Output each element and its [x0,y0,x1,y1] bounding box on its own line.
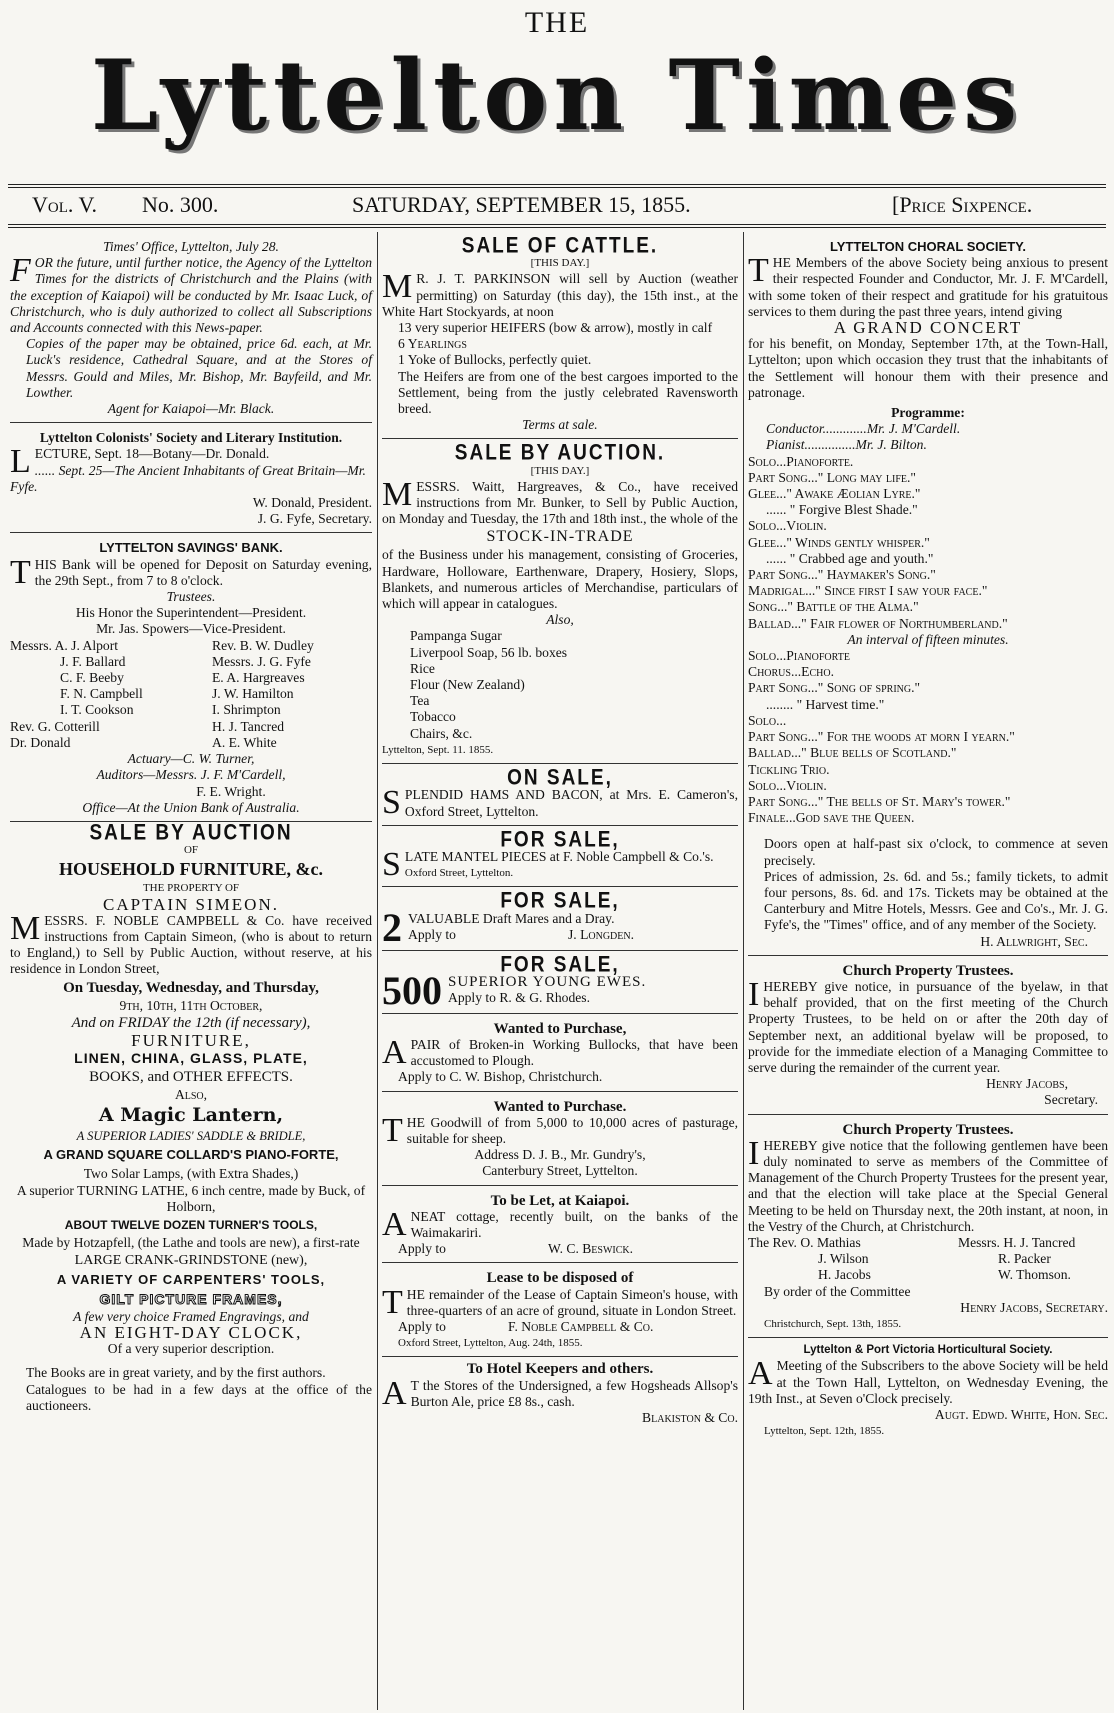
stock-item: Liverpool Soap, 56 lb. boxes [410,644,568,660]
mares-body: VALUABLE Draft Mares and a Dray. [408,910,615,926]
stock-body-2: of the Business under his management, consisting of Groceries, Hardware, Holloware, Earthenware, Drapery, Hosiery, Slops, Blankets, and numerous articles of Merchandise, particulars of which will appear in catalogues. [382,547,738,612]
programme-pianist: Pianist...............Mr. J. Bilton. [766,437,927,453]
horticultural-notice [748,1342,1108,1439]
programme-item: ........ " Harvest time." [766,696,885,712]
church-body: HEREBY give notice, in pursuance of the byelaw, in that behalf provided, that on the first meeting of the Church Property Trustees, to be held on or after the 20th day of September next, an additional byelaw will be proposed, to provide for the immediate election of a Managing Committee to serve during the remainder of the current year. [748,978,1108,1075]
church-date: Christchurch, Sept. 13th, 1855. [764,1318,902,1330]
cattle-item: 13 very superior HEIFERS (bow & arrow), mostly in calf [398,320,713,336]
choral-body-2: for his benefit, on Monday, September 17th, at the Town-Hall, Lyttelton; upon which occasion they trust that the inhabitants of the Settlement will honour them with their presence and patronage. [748,336,1108,400]
masthead-rule [8,184,1106,185]
church-signature: Henry Jacobs, Secretary. [960,1299,1108,1315]
programme-item: Chorus...Echo. [748,664,834,680]
stock-item: Tea [410,693,430,709]
trustee-name: F. N. Campbell [60,686,143,702]
stock-item: Rice [410,660,435,676]
bullocks-body: PAIR of Broken-in Working Bullocks, that have been accustomed to Plough. [410,1036,738,1069]
programme-item: Part Song..." Song of spring." [748,680,921,696]
agency-dateline: Times' Office, Lyttelton, July 28. [103,239,279,254]
choral-doors: Doors open at half-past six o'clock, to commence at seven precisely. [764,836,1108,868]
auction-gilt-frames: GILT PICTURE FRAMES, [99,1290,283,1307]
stock-item: Flour (New Zealand) [410,677,525,693]
ewes-number: 500 [382,967,442,1013]
auction-clock-desc: Of a very superior description. [107,1341,275,1357]
bank-actuary: Actuary—C. W. Turner, [127,751,255,767]
lecture-heading: Lyttelton Colonists' Society and Literary Institution. [39,430,343,446]
auction-engravings: A few very choice Framed Engravings, and [73,1308,309,1324]
auction-piano: A GRAND SQUARE COLLARD'S PIANO-FORTE, [43,1147,339,1163]
mares-apply: Apply to [408,926,456,942]
savings-bank-notice [10,537,372,821]
lease-address: Oxford Street, Lyttelton, Aug. 24th, 1855. [398,1337,583,1350]
trustee-name: Messrs. A. J. Alport [10,637,119,653]
goodwill-body: HE Goodwill of from 5,000 to 10,000 acres of pasturage, suitable for sheep. [406,1114,738,1146]
choral-prices: Prices of admission, 2s. 6d. and 5s.; family tickets, to admit four persons, 8s. 6d. and 17s. Tickets may be obtained at the Canterbury and Mitre Hotels, Messrs. Gee and Co's., Mr. J. G. Fyfe's, the "Times" office, and of any member of the Society. [764,868,1108,933]
choral-body: HE Members of the above Society being anxious to present their respected Founder and Conductor, Mr. J. F. M'Cardell, with some token of their respect and gratitude for his gratuitous services to them during the past three years, intend giving [748,255,1108,319]
bullocks-heading: Wanted to Purchase, [493,1020,627,1037]
hort-body: Meeting of the Subscribers to the above Society will be held at the Town Hall, Lyttelton, on Wednesday Evening, the 19th Inst., at Seven o'Clock precisely. [748,1358,1108,1406]
issue-date: SATURDAY, SEPTEMBER 15, 1855. [352,192,691,217]
stock-sale [382,443,738,764]
bank-office: Office—At the Union Bank of Australia. [82,799,300,815]
bullocks-apply: Apply to C. W. Bishop, Christchurch. [398,1069,603,1085]
auction-saddle: A SUPERIOR LADIES' SADDLE & BRIDLE, [76,1129,306,1144]
church-heading: Church Property Trustees. [842,962,1014,979]
lease-body: HE remainder of the Lease of Captain Simeon's house, with three-quarters of an acre of ground, situate in London Street. [406,1286,738,1318]
programme-conductor: Conductor.............Mr. J. M'Cardell. [766,421,961,437]
auction-books: BOOKS, and OTHER EFFECTS. [89,1068,293,1085]
committee-name: J. Wilson [818,1251,869,1267]
stock-item: Chairs, &c. [410,725,473,741]
bank-auditors: Auditors—Messrs. J. F. M'Cardell, [96,767,286,783]
trustee-name: J. F. Ballard [60,653,126,669]
kaiapoi-contact: W. C. Beswick. [548,1241,634,1257]
hort-date: Lyttelton, Sept. 12th, 1855. [764,1425,885,1438]
stock-heading: SALE BY AUCTION. [454,441,666,466]
bank-president: His Honor the Superintendent—President. [75,605,307,621]
programme-item: Madrigal..." Since first I saw your face." [748,583,988,599]
mares-sale [382,891,738,950]
programme-item: Part Song..." Haymaker's Song." [748,567,936,583]
auction-body: ESSRS. F. NOBLE CAMPBELL & Co. have received instructions from Captain Simeon, (who is about to return to England,) to Sell by Public Auction, without reserve, at his residence in London Street, [10,912,372,977]
trustee-name: C. F. Beeby [60,670,124,686]
programme-item: Solo...Violin. [748,518,827,534]
lecture-notice [10,427,372,533]
church-heading: Church Property Trustees. [842,1121,1014,1138]
trustee-name: Messrs. J. G. Fyfe [212,653,311,669]
drop-cap: F [10,252,31,290]
programme-item: Solo... [748,712,787,728]
programme-item: Part Song..." The bells of St. Mary's tower." [748,793,1011,809]
drop-cap: I [748,1134,760,1172]
ewes-body: SUPERIOR YOUNG EWES. [448,973,647,990]
auction-title: HOUSEHOLD FURNITURE, &c. [58,859,323,880]
masthead-title: Lyttelton Times [90,39,1024,152]
auction-clock: AN EIGHT-DAY CLOCK, [79,1322,303,1342]
lease-apply: Apply to [398,1318,446,1334]
stock-day: [THIS DAY.] [530,464,590,477]
committee-name: The Rev. O. Mathias [748,1234,861,1250]
drop-cap: S [382,784,401,822]
auction-carpenters-tools: A VARIETY OF CARPENTERS' TOOLS, [56,1271,326,1287]
column-2 [382,236,738,1426]
hams-body: PLENDID HAMS AND BACON, at Mrs. E. Cameron's, Oxford Street, Lyttelton. [404,787,738,819]
hotel-notice [382,1361,738,1426]
choral-signature: H. Allwright, Sec. [980,933,1088,949]
ewes-apply: Apply to R. & G. Rhodes. [448,989,590,1005]
trustee-name: E. A. Hargreaves [212,670,305,686]
auction-days: On Tuesday, Wednesday, and Thursday, [63,979,319,996]
price: [Price Sixpence. [892,192,1033,217]
drop-cap: A [382,1033,407,1071]
lease-heading: Lease to be disposed of [486,1270,634,1287]
programme-item: Ballad..." Blue bells of Scotland." [748,745,957,761]
drop-cap: M [10,909,41,947]
programme-item: Solo...Pianoforte [748,648,850,664]
programme-item: Song..." Battle of the Alma." [748,599,919,615]
lecture-signature: J. G. Fyfe, Secretary. [257,511,372,527]
cattle-day: [THIS DAY.] [530,257,590,270]
auction-holtzapfell: Made by Hotzapfell, (the Lathe and tools are new), a first-rate [22,1234,360,1250]
drop-cap: T [382,1111,403,1149]
cattle-sale [382,236,738,439]
mares-number: 2 [382,904,402,950]
drop-cap: S [382,845,401,883]
bullocks-wanted [382,1018,738,1092]
auction-tools: ABOUT TWELVE DOZEN TURNER'S TOOLS, [64,1217,318,1232]
bank-vice: Mr. Jas. Spowers—Vice-President. [96,621,286,637]
programme-item: Finale...God save the Queen. [748,810,915,826]
agency-agent: Agent for Kaiapoi—Mr. Black. [107,401,275,417]
kaiapoi-apply: Apply to [398,1241,446,1257]
cattle-terms: Terms at sale. [522,417,598,433]
bank-trustees-label: Trustees. [166,589,216,605]
cattle-body-2: The Heifers are from one of the best cargoes imported to the Settlement, being from the justly celebrated Ravensworth breed. [398,368,738,417]
dateline [12,192,1102,226]
drop-cap: T [382,1283,403,1321]
ewes-heading: FOR SALE, [500,952,620,978]
cattle-body: R. J. T. PARKINSON will sell by Auction (weather permitting) on Saturday (this day), the 15th inst., at the White Hart Stockyards, at noon [382,271,738,319]
drop-cap: M [382,475,413,513]
masthead-the: THE [524,6,590,39]
trustee-name: Rev. B. W. Dudley [212,637,314,653]
kaiapoi-let [382,1190,738,1264]
column-divider [377,232,378,1710]
auction-dates: 9th, 10th, 11th October, [119,997,263,1013]
committee-name: W. Thomson. [998,1267,1071,1283]
drop-cap: I [748,975,760,1013]
auction-furniture: FURNITURE, [131,1030,251,1050]
programme-item: Solo...Violin. [748,777,827,793]
slate-body: LATE MANTEL PIECES at F. Noble Campbell & Co.'s. [404,848,714,864]
slate-sale [382,830,738,888]
auction-heading: SALE BY AUCTION [89,821,293,846]
church-signature-title: Secretary. [1044,1092,1098,1108]
drop-cap: T [748,252,769,290]
committee-name: Messrs. H. J. Tancred [958,1234,1076,1250]
bank-body: HIS Bank will be opened for Deposit on Saturday evening, the 29th Sept., from 7 to 8 o'clock. [34,556,372,588]
column-3 [748,236,1108,1439]
auction-friday: And on FRIDAY the 12th (if necessary), [71,1014,311,1031]
lease-contact: F. Noble Campbell & Co. [508,1318,654,1334]
cattle-heading: SALE OF CATTLE. [461,234,659,259]
programme-item: Glee..." Winds gently whisper." [748,534,930,550]
programme-interval: An interval of fifteen minutes. [847,631,1009,647]
trustee-name: I. T. Cookson [60,702,134,718]
hotel-body: T the Stores of the Undersigned, a few Hogsheads Allsop's Burton Ale, price £8 8s., cash. [410,1377,738,1409]
stock-body: ESSRS. Waitt, Hargreaves, & Co., have received instructions from Mr. Bunker, to Sell by Public Auction, on Monday and Tuesday, the 17th and 18th inst., the whole of the [382,478,738,527]
church-notice-2 [748,1119,1108,1339]
programme-item: Solo...Pianoforte. [748,453,854,469]
trustee-name: Rev. G. Cotterill [10,718,100,734]
hotel-signature: Blakiston & Co. [642,1409,738,1425]
stock-item: Pampanga Sugar [410,628,502,644]
stock-in-trade: STOCK-IN-TRADE [486,528,634,546]
mares-heading: FOR SALE, [500,889,620,914]
programme-item: Part Song..." Long may life." [748,469,916,485]
church-order: By order of the Committee [764,1283,911,1299]
church-notice-1 [748,960,1108,1115]
cattle-item: 1 Yoke of Bullocks, perfectly quiet. [398,352,592,368]
auction-grindstone: LARGE CRANK-GRINDSTONE (new), [74,1252,308,1268]
cattle-item: 6 Yearlings [398,336,467,352]
agency-body: OR the future, until further notice, the Agency of the Lyttelton Times for the districts of Christchurch and the Plains (with the exception of Kaiapoi) will be conducted by Mr. Isaac Luck, of Christchurch, who is duly authorized to collect all Subscriptions and Accounts connected with this News-paper. [10,255,372,336]
church-body: HEREBY give notice that the following gentlemen have been duly nominated to serve as members of the Committee of Management of the Church Property Trustees for the present year, and that the election will take place at the Special General Meeting to be held on Thursday next, the 20th instant, at noon, in the Vestry of the Church, at Christchurch. [748,1137,1108,1234]
kaiapoi-body: NEAT cottage, recently built, on the banks of the Waimakariri. [410,1208,738,1240]
programme-item: ...... " Forgive Blest Shade." [766,502,918,518]
stock-item: Tobacco [410,709,456,725]
auction-property-of: THE PROPERTY OF [142,882,240,895]
issue-number: No. 300. [142,192,219,217]
trustee-name: I. Shrimpton [212,702,281,718]
hotel-heading: To Hotel Keepers and others. [466,1361,654,1378]
lecture-signature: W. Donald, President. [252,495,372,511]
choral-concert-title: A GRAND CONCERT [833,318,1023,338]
auction-lamps: Two Solar Lamps, (with Extra Shades,) [83,1166,299,1182]
programme-label: Programme: [891,405,965,421]
masthead-rule-2 [8,187,1106,188]
hams-sale [382,768,738,826]
bank-auditors-2: F. E. Wright. [196,783,266,799]
stock-also: Also, [546,612,574,628]
hams-heading: ON SALE, [507,766,613,791]
trustee-name: H. J. Tancred [212,718,285,734]
church-signature: Henry Jacobs, [986,1076,1068,1092]
column-1 [10,236,372,1414]
trustee-name: A. E. White [212,734,277,750]
goodwill-address: Address D. J. B., Mr. Gundry's, [474,1147,646,1163]
auction-catalogues: Catalogues to be had in a few days at the office of the auctioneers. [26,1381,372,1413]
dateline-rule [8,224,1106,225]
lecture-line-2: ...... Sept. 25—The Ancient Inhabitants of Great Britain—Mr. Fyfe. [10,462,366,494]
auction-of: OF [183,844,199,857]
trustee-name: J. W. Hamilton [212,686,294,702]
auction-lantern: A Magic Lantern, [98,1104,284,1127]
agency-copies: Copies of the paper may be obtained, price 6d. each, at Mr. Luck's residence, Cathedral Square, and at the Stores of Messrs. Gould and Miles, Mr. Bishop, Mr. Bayfeild, and Mr. Lowther. [26,336,372,400]
mares-contact: J. Longden. [568,926,635,942]
drop-cap: A [748,1355,773,1393]
hort-signature: Augt. Edwd. White, Hon. Sec. [934,1407,1108,1423]
kaiapoi-heading: To be Let, at Kaiapoi. [490,1192,630,1209]
goodwill-wanted [382,1096,738,1186]
choral-heading: LYTTELTON CHORAL SOCIETY. [830,239,1026,254]
slate-heading: FOR SALE, [500,828,620,853]
lecture-line-1: ECTURE, Sept. 18—Botany—Dr. Donald. [34,446,270,462]
choral-concert [748,236,1108,956]
auction-also: Also, [174,1086,208,1102]
trustee-name: Dr. Donald [10,734,71,750]
column-divider [743,232,744,1710]
slate-address: Oxford Street, Lyttelton. [404,867,514,880]
programme-item: Tickling Trio. [748,761,830,777]
dateline-rule-2 [8,227,1106,228]
lease-notice [382,1267,738,1357]
agency-notice [10,236,372,423]
committee-name: H. Jacobs [818,1267,871,1283]
stock-date: Lyttelton, Sept. 11. 1855. [382,743,494,756]
programme-item: Ballad..." Fair flower of Northumberland." [748,615,1008,631]
programme-item: Glee..." Awake Æolian Lyre." [748,486,921,502]
auction-linen: LINEN, CHINA, GLASS, PLATE, [74,1049,308,1066]
auction-owner: CAPTAIN SIMEON. [103,894,279,914]
auction-books-note: The Books are in great variety, and by the first authors. [26,1365,326,1381]
drop-cap: A [382,1205,407,1243]
hort-heading: Lyttelton & Port Victoria Horticultural Society. [803,1344,1053,1357]
auction-lathe: A superior TURNING LATHE, 6 inch centre, made by Buck, of Holborn, [16,1183,366,1215]
committee-name: R. Packer [998,1251,1051,1267]
drop-cap: A [382,1374,407,1412]
programme-item: Part Song..." For the woods at morn I yearn." [748,729,1015,745]
goodwill-address-2: Canterbury Street, Lyttelton. [482,1163,638,1179]
drop-cap: M [382,268,413,306]
goodwill-heading: Wanted to Purchase. [493,1098,627,1115]
ewes-sale [382,952,738,1014]
volume-number: Vol. V. [32,192,98,217]
drop-cap: L [10,443,31,481]
drop-cap: T [10,553,31,591]
furniture-auction [10,821,372,1414]
programme-item: ...... " Crabbed age and youth." [766,550,934,566]
bank-heading: LYTTELTON SAVINGS' BANK. [99,540,283,556]
